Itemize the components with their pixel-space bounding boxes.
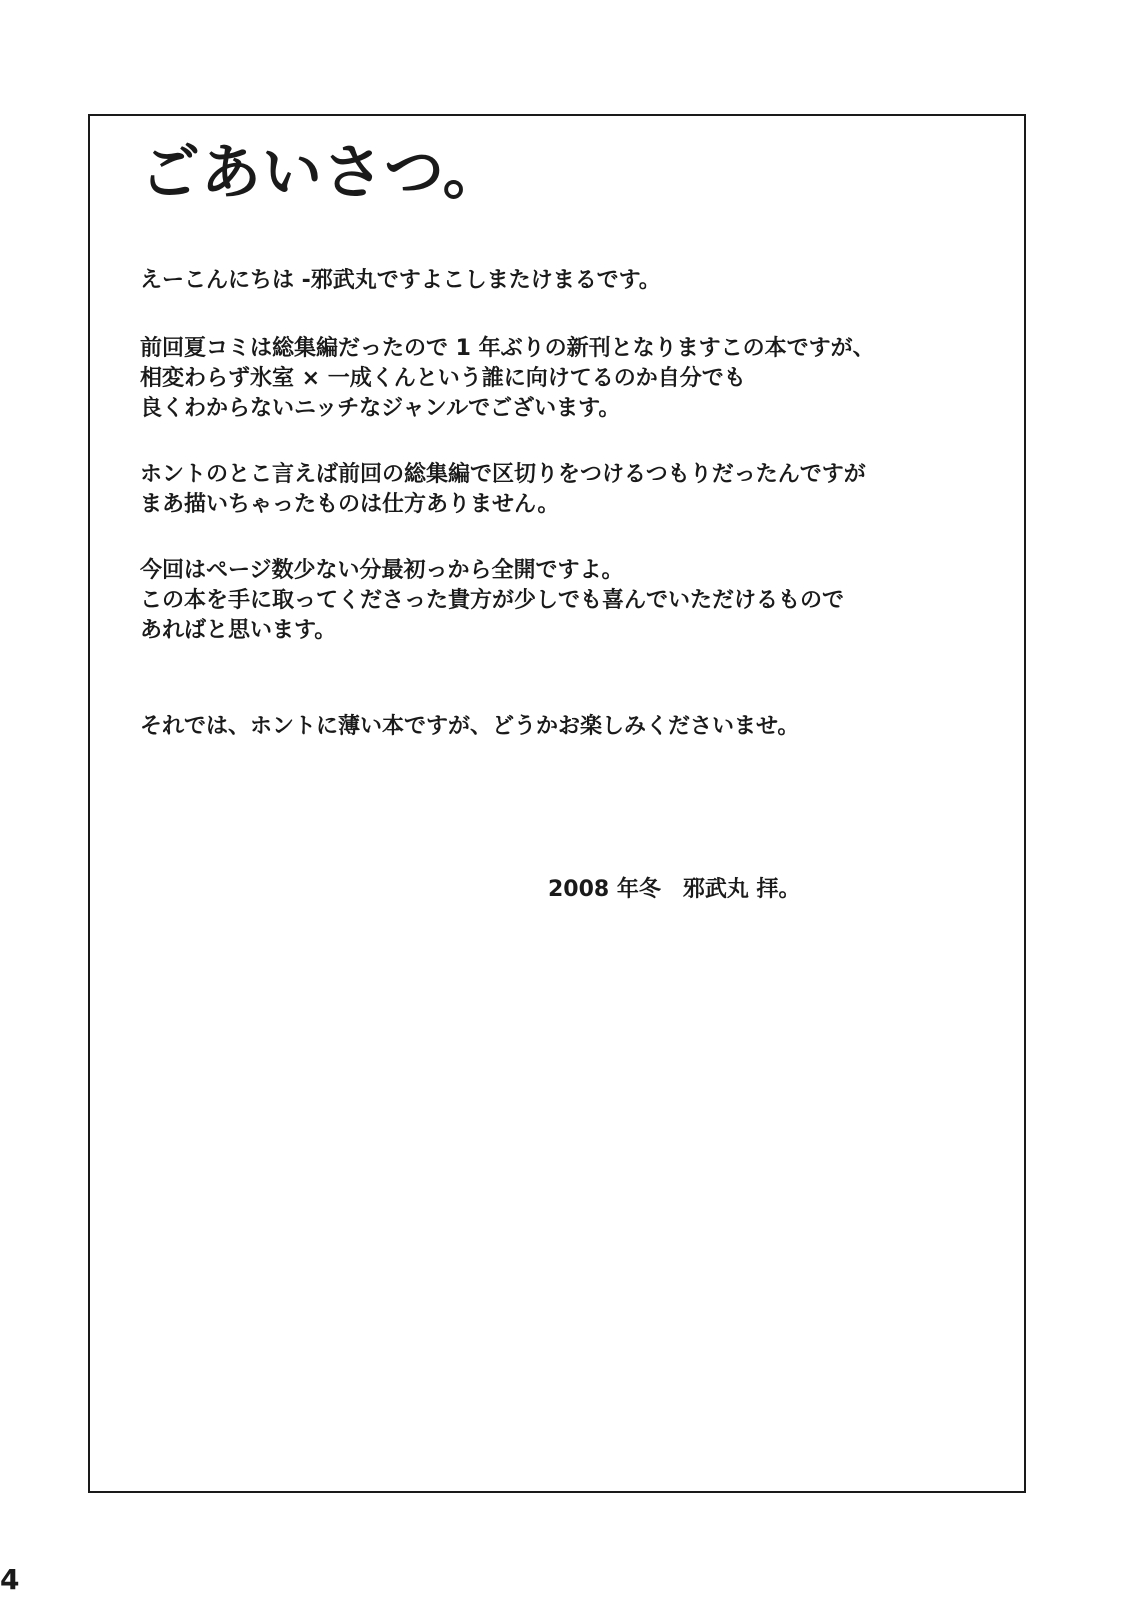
- text-line: 前回夏コミは総集編だったので 1 年ぶりの新刊となりますこの本ですが、: [140, 336, 875, 361]
- hope-paragraph: [140, 556, 844, 646]
- text-line: ホントのとこ言えば前回の総集編で区切りをつけるつもりだったんですが: [140, 462, 866, 487]
- new-book-paragraph: [140, 334, 875, 424]
- text-line: まあ描いちゃったものは仕方ありません。: [140, 492, 560, 517]
- closing-paragraph: [140, 712, 799, 742]
- text-line: この本を手に取ってくださった貴方が少しでも喜んでいただけるもので: [140, 588, 845, 613]
- greeting-paragraph: [140, 266, 661, 296]
- text-line: それでは、ホントに薄い本ですが、どうかお楽しみくださいませ。: [140, 714, 800, 739]
- page-number: 4: [0, 1563, 20, 1596]
- author-signature: 2008 年冬 邪武丸 拝。: [548, 877, 801, 902]
- honest-paragraph: [140, 460, 866, 520]
- text-line: 今回はページ数少ない分最初っから全開ですよ。: [140, 558, 624, 583]
- text-line: あればと思います。: [140, 618, 337, 643]
- page-frame: [88, 114, 1026, 1493]
- text-line: 相変わらず氷室 × 一成くんという誰に向けてるのか自分でも: [140, 366, 746, 391]
- text-line: えーこんにちは -邪武丸ですよこしまたけまるです。: [140, 268, 661, 293]
- text-line: 良くわからないニッチなジャンルでございます。: [140, 396, 621, 421]
- page-title: ごあいさつ。: [140, 138, 504, 208]
